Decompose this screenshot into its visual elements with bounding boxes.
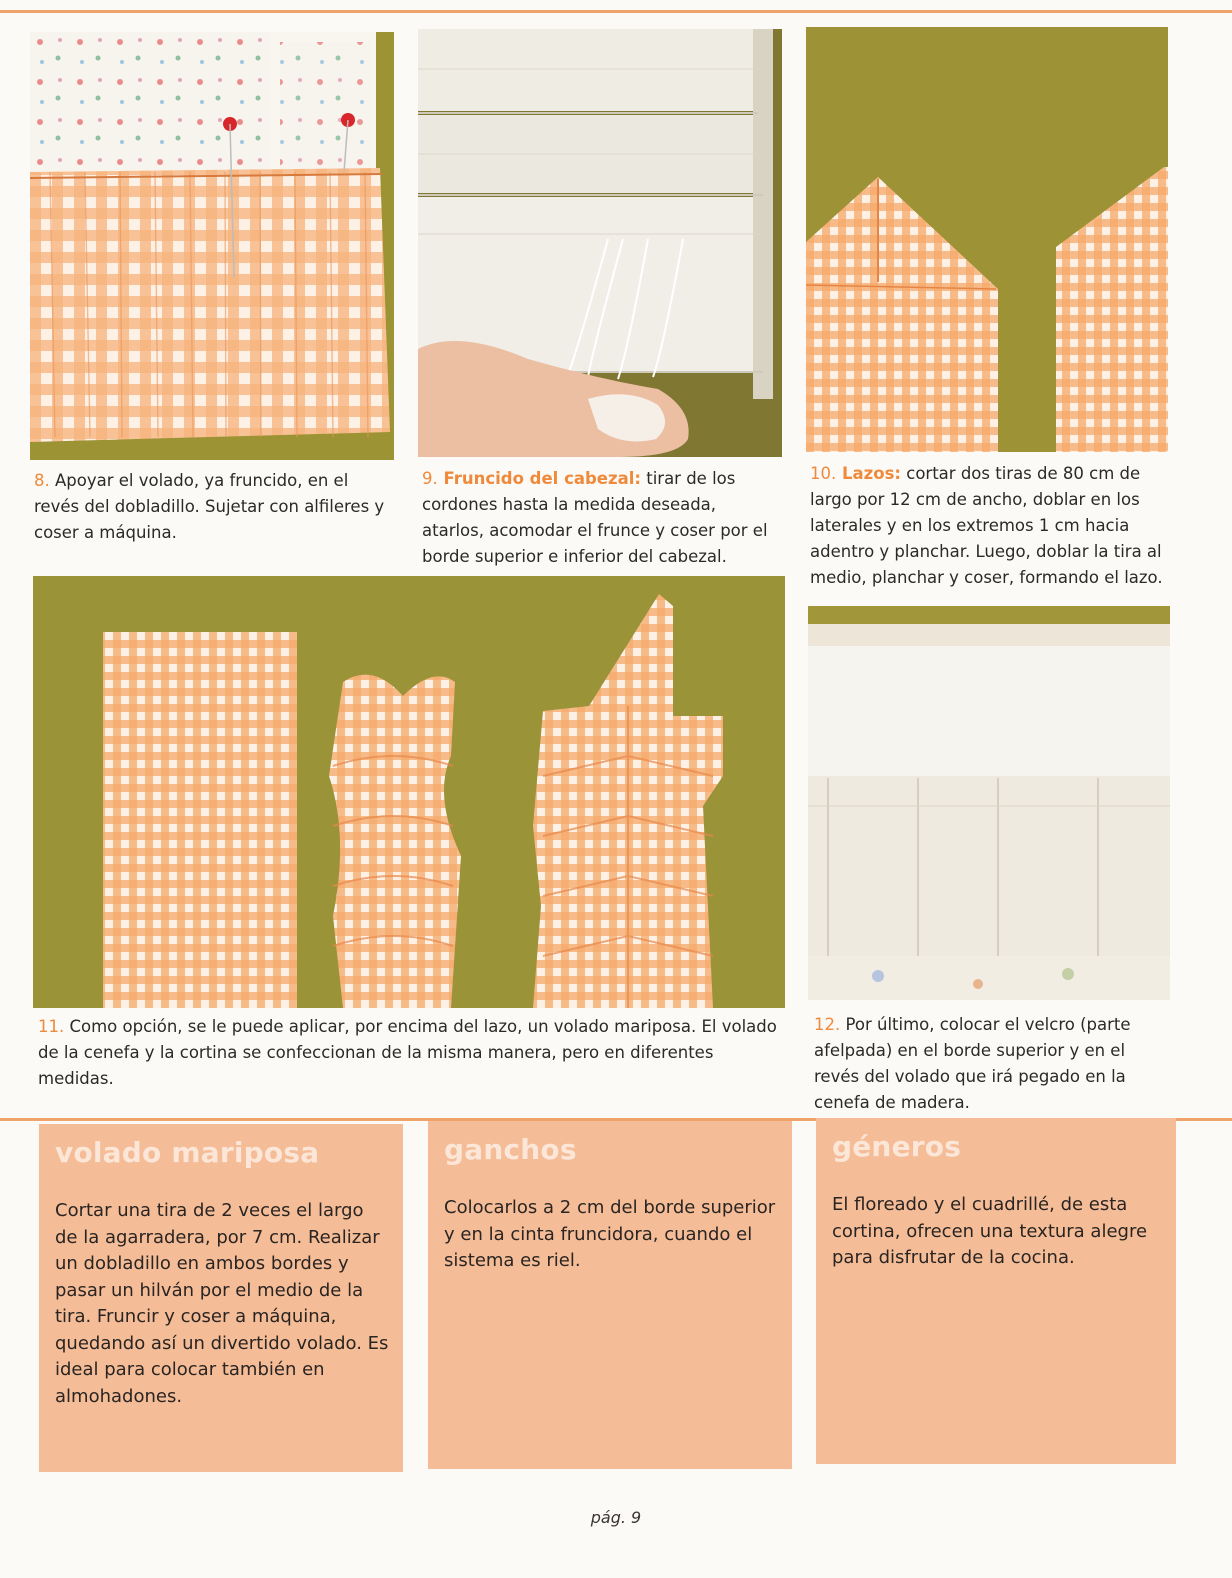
caption-text: cortar dos tiras de 80 cm de largo por 12 cm de ancho, doblar en los laterales y en los extremos 1 cm hacia adentro y planchar. Luego, doblar la tira al medio, planchar y coser, formando el lazo. [810, 464, 1163, 587]
caption-text: tirar de los cordones hasta la medida deseada, atarlos, acomodar el frunce y coser por el borde superior e inferior del cabezal. [422, 469, 768, 566]
caption-step-8 [34, 468, 386, 546]
caption-step-11 [38, 1014, 786, 1092]
box-text: El floreado y el cuadrillé, de esta cortina, ofrecen una textura alegre para disfrutar de la cocina. [832, 1194, 1148, 1268]
box-text: Cortar una tira de 2 veces el largo de la agarradera, por 7 cm. Realizar un dobladillo en ambos bordes y pasar un hilván por el medio de la tira. Fruncir y coser a máquina, quedando así un divertido volado. Es ideal para colocar también en almohadones. [55, 1200, 389, 1407]
box-text: Colocarlos a 2 cm del borde superior y en la cinta fruncidora, cuando el sistema es riel. [444, 1197, 776, 1271]
box-title: volado mariposa [55, 1136, 320, 1169]
step-number: 11. [38, 1017, 65, 1036]
caption-text: Apoyar el volado, ya fruncido, en el revés del dobladillo. Sujetar con alfileres y coser a máquina. [34, 471, 385, 542]
caption-lead: Fruncido del cabezal: [437, 469, 641, 488]
box-title: ganchos [444, 1133, 577, 1166]
box-ganchos [428, 1121, 792, 1469]
box-title: géneros [832, 1130, 962, 1163]
caption-text: Como opción, se le puede aplicar, por encima del lazo, un volado mariposa. El volado de la cenefa y la cortina se confeccionan de la misma manera, pero en diferentes medidas. [38, 1017, 777, 1088]
caption-lead: Lazos: [836, 464, 902, 483]
top-rule [0, 10, 1232, 13]
photo-step-8 [30, 32, 394, 460]
step-number: 10. [810, 464, 837, 483]
caption-step-10 [810, 461, 1170, 591]
step-number: 9. [422, 469, 438, 488]
caption-text: Por último, colocar el velcro (parte afelpada) en el borde superior y en el revés del volado que irá pegado en la cenefa de madera. [814, 1015, 1131, 1112]
photo-step-11 [33, 576, 785, 1008]
step-number: 12. [814, 1015, 841, 1034]
step-number: 8. [34, 471, 50, 490]
photo-step-10 [806, 27, 1168, 452]
photo-step-12 [808, 606, 1170, 1000]
page-number: pág. 9 [590, 1508, 642, 1527]
box-volado-mariposa [39, 1124, 403, 1472]
caption-step-12 [814, 1012, 1174, 1116]
box-generos [816, 1118, 1176, 1464]
photo-step-9 [418, 29, 782, 457]
caption-step-9 [422, 466, 782, 570]
